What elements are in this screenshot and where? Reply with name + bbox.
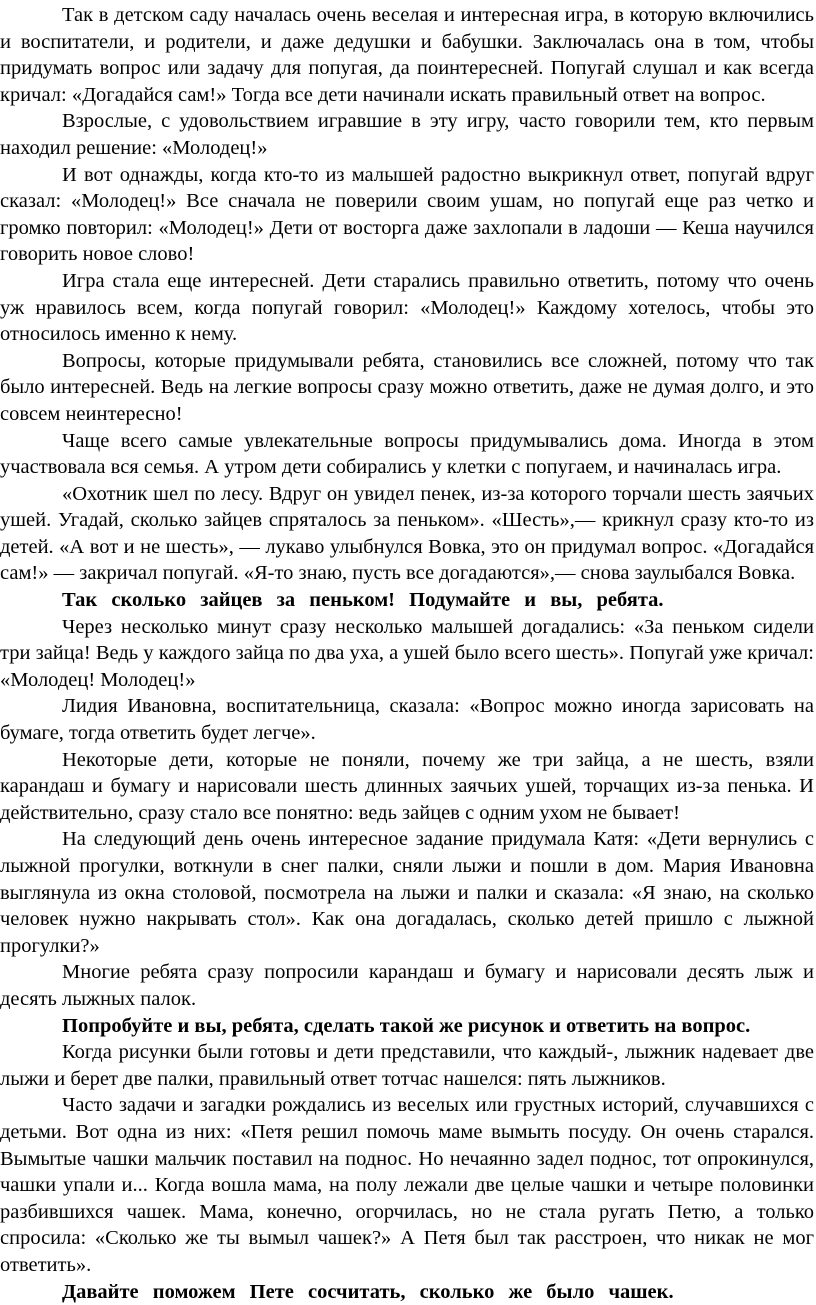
paragraph: И вот однажды, когда кто-то из малышей радостно выкрикнул ответ, попугай вдруг сказал: «Молодец!» Все сначала не поверили своим ушам, но попугай еще раз четко и громко повторил: «Молодец!» Дети от восторга даже захлопали в ладоши — Кеша научился говорить новое слово!: [0, 162, 814, 268]
paragraph: Так в детском саду началась очень веселая и интересная игра, в которую включились и воспитатели, и родители, и даже дедушки и бабушки. Заключалась она в том, чтобы придумать вопрос или задачу для попугая, да поинтересней. Попугай слушал и как всегда кричал: «Догадайся сам!» Тогда все дети начинали искать правильный ответ на вопрос.: [0, 2, 814, 108]
bold-question: Так сколько зайцев за пеньком! Подумайте и вы, ребята.: [0, 587, 814, 614]
paragraph: Многие ребята сразу попросили карандаш и бумагу и нарисовали десять лыж и десять лыжных палок.: [0, 959, 814, 1012]
paragraph: Взрослые, с удовольствием игравшие в эту игру, часто говорили тем, кто первым находил решение: «Молодец!»: [0, 108, 814, 161]
paragraph: Часто задачи и загадки рождались из веселых или грустных историй, случавшихся с детьми. Вот одна из них: «Петя решил помочь маме вымыть посуду. Он очень старался. Вымытые чашки мальчик поставил на поднос. Но нечаянно задел поднос, тот опрокинулся, чашки упали и... Когда вошла мама, на полу лежали две целые чашки и четыре половинки разбившихся чашек. Мама, конечно, огорчилась, но не стала ругать Петю, а только спросила: «Сколько же ты вымыл чашек?» А Петя был так расстроен, что никак не мог ответить».: [0, 1092, 814, 1278]
paragraph: Лидия Ивановна, воспитательница, сказала: «Вопрос можно иногда зарисовать на бумаге, тогда ответить будет легче».: [0, 693, 814, 746]
bold-question: Давайте поможем Пете сосчитать, сколько же было чашек.: [0, 1279, 814, 1305]
bold-question: Попробуйте и вы, ребята, сделать такой же рисунок и ответить на вопрос.: [0, 1013, 814, 1040]
paragraph: Через несколько минут сразу несколько малышей догадались: «За пеньком сидели три зайца! Ведь у каждого зайца по два уха, а ушей было всего шесть». Попугай уже кричал: «Молодец! Молодец!»: [0, 614, 814, 694]
paragraph: Чаще всего самые увлекательные вопросы придумывались дома. Иногда в этом участвовала вся семья. А утром дети собирались у клетки с попугаем, и начиналась игра.: [0, 428, 814, 481]
paragraph: Некоторые дети, которые не поняли, почему же три зайца, а не шесть, взяли карандаш и бумагу и нарисовали шесть длинных заячьих ушей, торчащих из-за пенька. И действительно, сразу стало все понятно: ведь зайцев с одним ухом не бывает!: [0, 747, 814, 827]
paragraph: Вопросы, которые придумывали ребята, становились все сложней, потому что так было интересней. Ведь на легкие вопросы сразу можно ответить, даже не думая долго, и это совсем неинтересно!: [0, 348, 814, 428]
paragraph: Когда рисунки были готовы и дети представили, что каждый-, лыжник надевает две лыжи и берет две палки, правильный ответ тотчас нашелся: пять лыжников.: [0, 1039, 814, 1092]
paragraph: На следующий день очень интересное задание придумала Катя: «Дети вернулись с лыжной прогулки, воткнули в снег палки, сняли лыжи и пошли в дом. Мария Ивановна выглянула из окна столовой, посмотрела на лыжи и палки и сказала: «Я знаю, на сколько человек нужно накрывать стол». Как она догадалась, сколько детей пришло с лыжной прогулки?»: [0, 826, 814, 959]
paragraph: «Охотник шел по лесу. Вдруг он увидел пенек, из-за которого торчали шесть заячьих ушей. Угадай, сколько зайцев спряталось за пеньком». «Шесть»,— крикнул сразу кто-то из детей. «А вот и не шесть», — лукаво улыбнулся Вовка, это он придумал вопрос. «Догадайся сам!» — закричал попугай. «Я-то знаю, пусть все догадаются»,— снова заулыбался Вовка.: [0, 481, 814, 587]
paragraph: Игра стала еще интересней. Дети старались правильно ответить, потому что очень уж нравилось всем, когда попугай говорил: «Молодец!» Каждому хотелось, чтобы это относилось именно к нему.: [0, 268, 814, 348]
